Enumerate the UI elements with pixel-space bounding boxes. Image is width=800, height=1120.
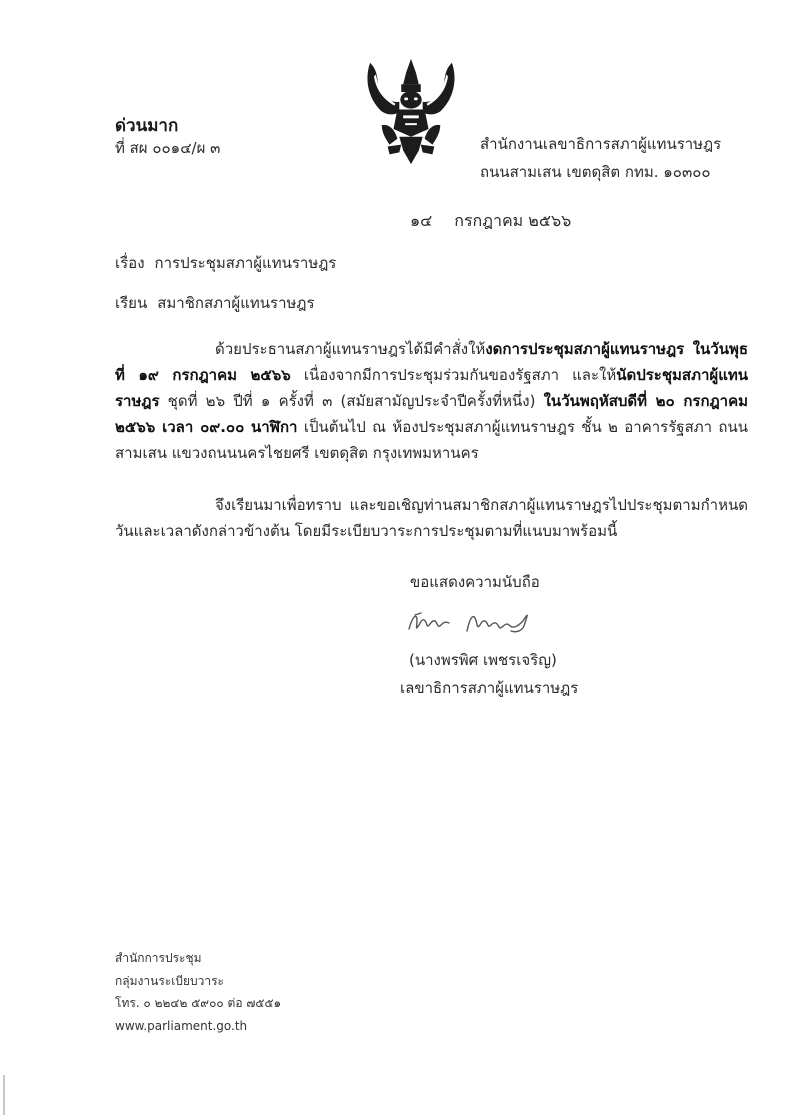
urgency-label: ด่วนมาก (115, 116, 179, 136)
signer-title: เลขาธิการสภาผู้แทนราษฎร (400, 679, 579, 697)
p1-bold-cancel-meeting: งดการประชุมสภาผู้แทนราษฎร ในวันพุธที่ ๑๙ กรกฎาคม ๒๕๖๖ (115, 340, 748, 384)
office-address: ถนนสามเสน เขตดุสิต กทม. ๑๐๓๐๐ (480, 163, 711, 181)
date-day: ๑๔ (410, 211, 433, 230)
document-date (410, 209, 571, 234)
body-paragraph-2 (115, 492, 748, 544)
date-month-year: กรกฎาคม ๒๕๖๖ (454, 211, 572, 230)
footer-contact (115, 947, 281, 1037)
body-paragraph-1 (115, 336, 748, 466)
garuda-emblem-icon (362, 55, 460, 167)
document-number: ที่ สผ ๐๐๑๔/ผ ๓ (115, 139, 221, 157)
signer-name: (นางพรพิศ เพชรเจริญ) (409, 651, 557, 669)
salutation-value: สมาชิกสภาผู้แทนราษฎร (157, 294, 315, 312)
p1-bold-schedule: นัดประชุมสภาผู้แทนราษฎร (115, 366, 748, 410)
p1-text-1: ด้วยประธานสภาผู้แทนราษฎรได้มีคำสั่งให้ (215, 340, 486, 358)
salutation-line (115, 293, 315, 313)
office-name: สำนักงานเลขาธิการสภาผู้แทนราษฎร (480, 135, 722, 153)
signature-icon (405, 607, 545, 637)
subject-value: การประชุมสภาผู้แทนราษฎร (154, 254, 337, 272)
footer-phone: โทร. ๐ ๒๒๔๒ ๕๙๐๐ ต่อ ๗๕๕๑ (115, 996, 282, 1010)
footer-group: กลุ่มงานระเบียบวาระ (115, 973, 224, 988)
salutation-label: เรียน (115, 294, 148, 312)
p1-text-2: เนื่องจากมีการประชุมร่วมกันของรัฐสภา และให้ (290, 366, 617, 384)
closing-regards: ขอแสดงความนับถือ (410, 573, 540, 591)
p1-text-4: เป็นต้นไป ณ ห้องประชุมสภาผู้แทนราษฎร ชั้น ๒ อาคารรัฐสภา ถนนสามเสน แขวงถนนนครไชยศรี เขตดุสิต กรุงเทพมหานคร (115, 418, 748, 462)
subject-line (115, 253, 336, 273)
footer-website: www.parliament.go.th (115, 1018, 248, 1033)
subject-label: เรื่อง (115, 254, 145, 272)
p1-text-3: ชุดที่ ๒๖ ปีที่ ๑ ครั้งที่ ๓ (สมัยสามัญประจำปีครั้งที่หนึ่ง) (159, 392, 544, 410)
scan-edge-artifact (3, 1075, 5, 1115)
footer-department: สำนักการประชุม (115, 951, 202, 965)
p2-text: จึงเรียนมาเพื่อทราบ และขอเชิญท่านสมาชิกสภาผู้แทนราษฎรไปประชุมตามกำหนดวันและเวลาดังกล่าวข้างต้น โดยมีระเบียบวาระการประชุมตามที่แนบมาพร้อมนี้ (115, 496, 748, 540)
p1-bold-new-date: ในวันพฤหัสบดีที่ ๒๐ กรกฎาคม ๒๕๖๖ เวลา ๐๙.๐๐ นาฬิกา (115, 392, 748, 436)
